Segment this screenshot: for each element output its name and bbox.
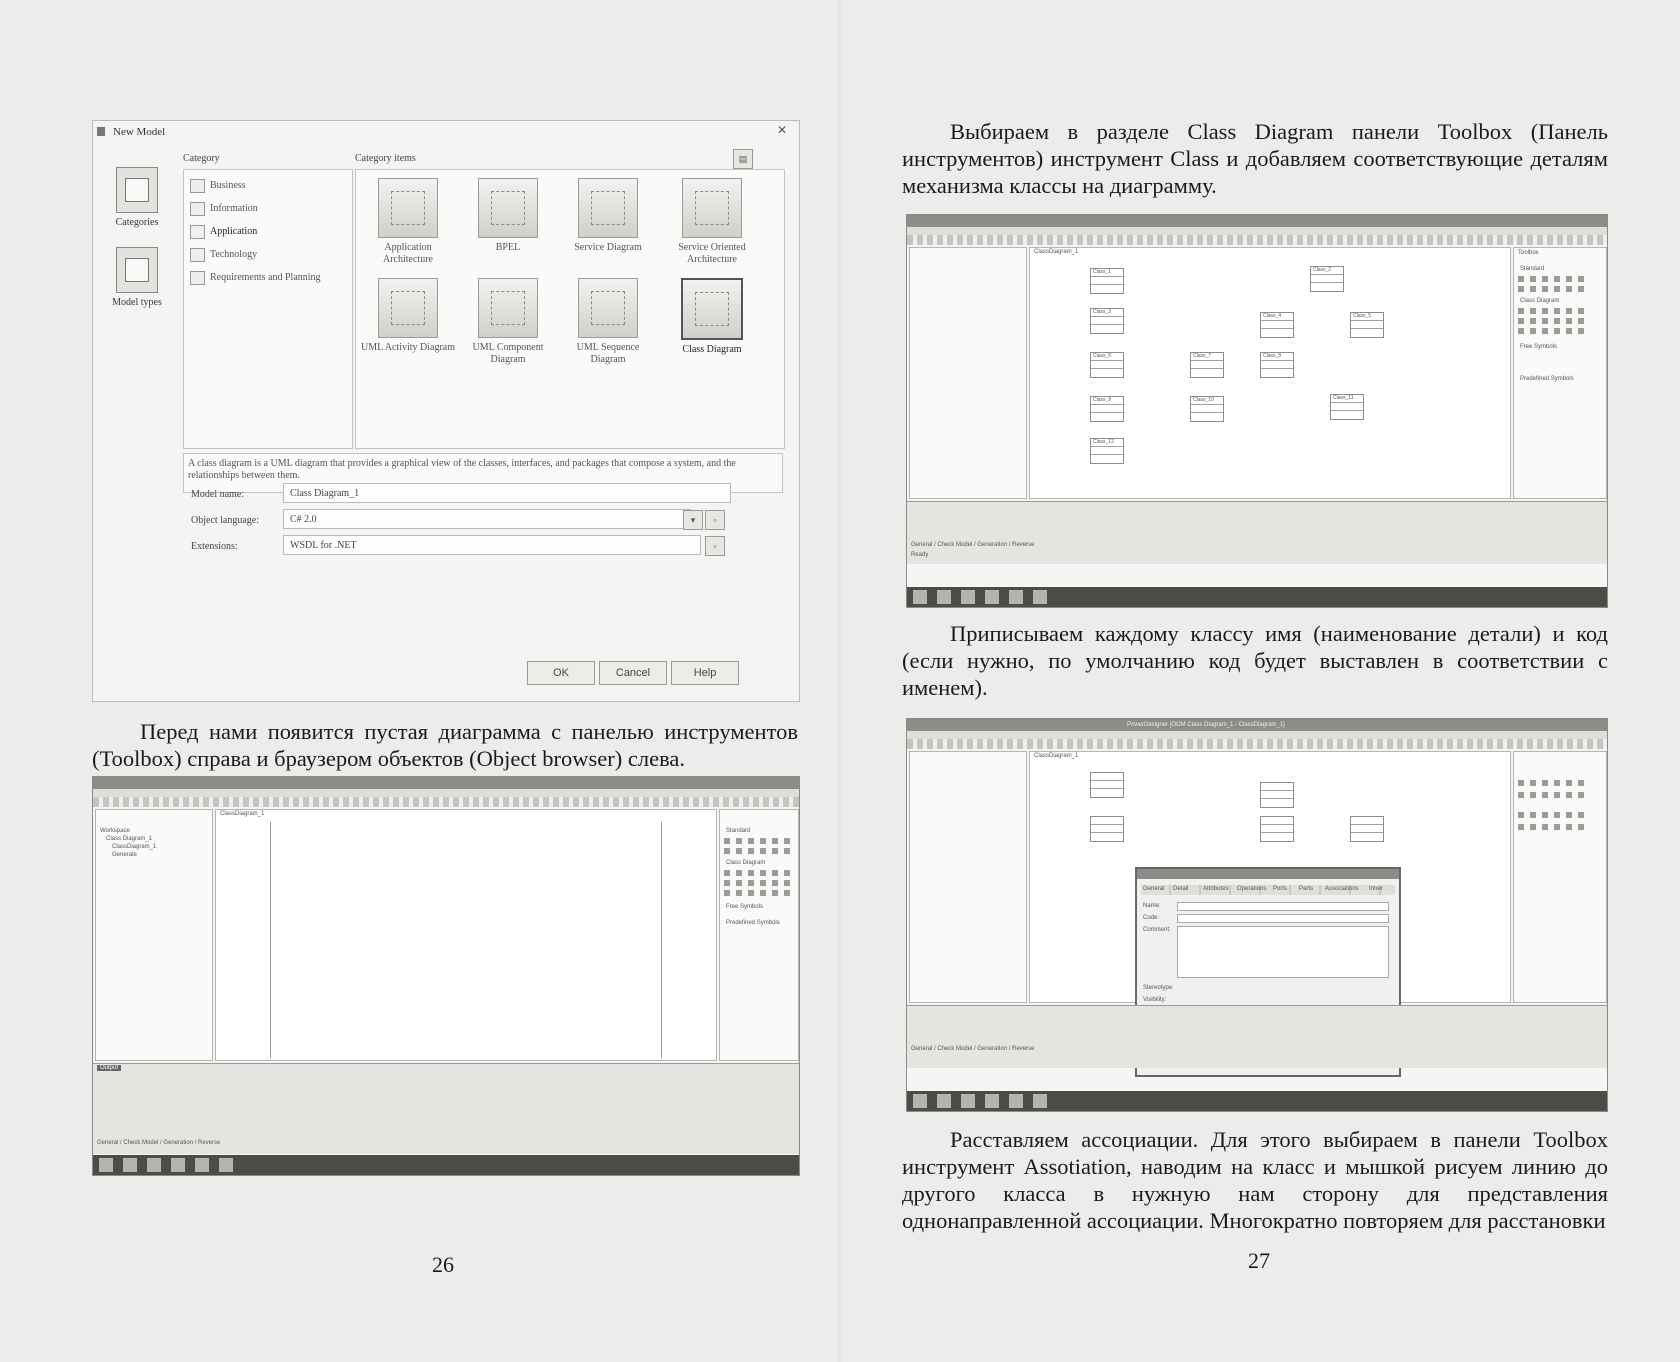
- right-paragraph-1: Выбираем в разделе Class Diagram панели Toolbox (Панель инструментов) инструмент Class и добавляем соответствующие деталям механизма классы на диаграмму.: [902, 119, 1608, 198]
- menu-bar: [907, 731, 1607, 739]
- diagram-tab[interactable]: ClassDiagram_1: [1034, 249, 1079, 255]
- taskbar-app-icon[interactable]: [1009, 590, 1023, 604]
- tool-row[interactable]: [1518, 318, 1588, 324]
- taskbar-app-icon[interactable]: [985, 590, 999, 604]
- category-header: Category: [183, 153, 220, 164]
- sequence-diagram-icon: [578, 278, 638, 338]
- uml-class[interactable]: Class_10: [1190, 396, 1224, 422]
- toolbox-free-symbols[interactable]: Free Symbols: [1520, 344, 1558, 350]
- taskbar-app-icon[interactable]: [219, 1158, 233, 1172]
- left-paragraph: Перед нами появится пустая диаграмма с панелью инструментов (Toolbox) справа и браузером объектов (Object browser) слева.: [92, 719, 798, 771]
- item-label: Service Diagram: [574, 242, 642, 253]
- diagram-tab[interactable]: ClassDiagram_1: [1034, 753, 1079, 759]
- diagram-tab[interactable]: ClassDiagram_1: [220, 811, 265, 817]
- service-diagram-icon: [578, 178, 638, 238]
- comment-textarea[interactable]: [1177, 926, 1389, 978]
- output-label: Output: [97, 1065, 121, 1071]
- uml-class[interactable]: Class_1: [1090, 268, 1124, 294]
- close-icon[interactable]: ✕: [776, 123, 787, 137]
- page-border: [270, 822, 271, 1058]
- tree-model[interactable]: Class Diagram_1: [106, 836, 153, 842]
- start-icon[interactable]: [913, 590, 927, 604]
- soa-icon: [682, 178, 742, 238]
- uml-class[interactable]: [1350, 816, 1384, 842]
- item-label: UML Component Diagram: [472, 342, 544, 365]
- tool-row[interactable]: [724, 890, 794, 896]
- tab-attributes[interactable]: Attributes: [1203, 886, 1229, 892]
- taskbar-app-icon[interactable]: [937, 1094, 951, 1108]
- toolbox-panel: [719, 809, 799, 1061]
- taskbar-app-icon[interactable]: [961, 1094, 975, 1108]
- tool-row[interactable]: [1518, 328, 1588, 334]
- uml-class[interactable]: Class_2: [1310, 266, 1344, 292]
- uml-class[interactable]: Class_8: [1260, 352, 1294, 378]
- dialog-titlebar: [93, 121, 799, 143]
- bpel-icon: [478, 178, 538, 238]
- model-name-label: Model name:: [191, 489, 245, 500]
- taskbar-app-icon[interactable]: [937, 590, 951, 604]
- uml-class[interactable]: [1090, 772, 1124, 798]
- class-diagram-icon: [681, 278, 743, 340]
- uml-class[interactable]: [1260, 816, 1294, 842]
- tab-operations[interactable]: Operations: [1237, 886, 1267, 892]
- uml-class[interactable]: Class_7: [1190, 352, 1224, 378]
- start-icon[interactable]: [913, 1094, 927, 1108]
- application-architecture-icon: [378, 178, 438, 238]
- model-name-input[interactable]: Class Diagram_1: [283, 483, 731, 503]
- empty-diagram-screenshot: [92, 776, 800, 1176]
- taskbar-app-icon[interactable]: [1009, 1094, 1023, 1108]
- item-label: BPEL: [495, 242, 521, 253]
- category-items-header: Category items: [355, 153, 416, 164]
- tool-row[interactable]: [1518, 812, 1588, 818]
- dialog-titlebar: [1137, 869, 1399, 879]
- status-text: Ready: [911, 552, 929, 558]
- item-uml-activity-diagram[interactable]: [360, 278, 456, 354]
- object-browser: [95, 809, 213, 1061]
- menu-bar: [907, 227, 1607, 235]
- uml-class[interactable]: Class_4: [1260, 312, 1294, 338]
- tool-row[interactable]: [1518, 308, 1588, 314]
- right-paragraph-3: Расставляем ассоциации. Для этого выбираем в панели Toolbox инструмент Assotiation, наводим на класс и мышкой рисуем линию до другого класса в нужную нам сторону для представления однонаправленной ассоциации. Многократно повторяем для расстановки: [902, 1127, 1608, 1233]
- view-mode-icon[interactable]: ▤: [733, 149, 753, 169]
- app-titlebar: [907, 719, 1607, 731]
- stereotype-label: Stereotype:: [1143, 985, 1174, 991]
- category-application[interactable]: Application: [184, 220, 352, 243]
- app-icon: [97, 127, 105, 136]
- visibility-label: Visibility:: [1143, 997, 1167, 1003]
- tool-row[interactable]: [1518, 286, 1588, 292]
- cancel-button[interactable]: Cancel: [599, 661, 667, 685]
- tab-general[interactable]: General: [1143, 886, 1165, 892]
- tree-workspace[interactable]: Workspace: [100, 828, 130, 834]
- categories-button[interactable]: [99, 161, 175, 228]
- uml-class[interactable]: Class_3: [1090, 308, 1124, 334]
- tool-row[interactable]: [1518, 792, 1588, 798]
- right-paragraph-2: Приписываем каждому классу имя (наименование детали) и код (если нужно, по умолчанию код будет выставлен в соответствии с именем).: [902, 621, 1608, 700]
- name-input[interactable]: [1177, 902, 1389, 911]
- extensions-label: Extensions:: [191, 541, 238, 552]
- tree-generate[interactable]: Generate: [112, 852, 138, 858]
- component-diagram-icon: [478, 278, 538, 338]
- class-properties-screenshot: [906, 718, 1608, 1112]
- uml-class[interactable]: Class_11: [1330, 394, 1364, 420]
- uml-class[interactable]: Class_9: [1090, 396, 1124, 422]
- output-tabs[interactable]: General / Check Model / Generation / Reverse: [911, 542, 1035, 548]
- app-titlebar: [93, 777, 799, 789]
- item-service-diagram[interactable]: [560, 178, 656, 254]
- menu-bar: [93, 789, 799, 797]
- item-class-diagram[interactable]: [664, 278, 760, 356]
- item-application-architecture[interactable]: [360, 178, 456, 266]
- taskbar-app-icon[interactable]: [985, 1094, 999, 1108]
- help-button[interactable]: Help: [671, 661, 739, 685]
- toolbox-standard[interactable]: Standard: [726, 828, 751, 834]
- tool-row[interactable]: [1518, 780, 1588, 786]
- category-requirements[interactable]: Requirements and Planning: [184, 266, 352, 289]
- windows-taskbar: [93, 1155, 799, 1175]
- item-bpel[interactable]: [460, 178, 556, 254]
- toolbar: [93, 797, 799, 807]
- toolbox-predefined[interactable]: Predefined Symbols: [1520, 376, 1574, 382]
- toolbox-standard[interactable]: Standard: [1520, 266, 1545, 272]
- tool-row[interactable]: [724, 838, 794, 844]
- tab-inner[interactable]: Inner: [1369, 886, 1383, 892]
- toolbox-class-diagram[interactable]: Class Diagram: [1520, 298, 1560, 304]
- item-label: Class Diagram: [682, 344, 742, 355]
- dialog-title: New Model: [113, 126, 166, 138]
- page-number: 27: [1248, 1248, 1270, 1273]
- app-title: PowerDesigner [OOM Class Diagram_1 - ClassDiagram_1]: [1127, 722, 1285, 728]
- toolbox-panel: [1513, 247, 1607, 499]
- object-language-select[interactable]: C# 2.0: [283, 509, 691, 529]
- ok-button[interactable]: OK: [527, 661, 595, 685]
- taskbar-app-icon[interactable]: [1033, 590, 1047, 604]
- tool-row[interactable]: [1518, 276, 1588, 282]
- toolbox-predefined[interactable]: Predefined Symbols: [726, 920, 780, 926]
- toolbox-free-symbols[interactable]: Free Symbols: [726, 904, 764, 910]
- uml-class[interactable]: [1260, 782, 1294, 808]
- object-language-label: Object language:: [191, 515, 260, 526]
- model-description: A class diagram is a UML diagram that provides a graphical view of the classes, interfaces, and packages that compose a system, and the relationships between them.: [183, 453, 783, 493]
- browse-extensions-icon[interactable]: ▫: [705, 536, 725, 556]
- object-browser: [909, 247, 1027, 499]
- taskbar-app-icon[interactable]: [1033, 1094, 1047, 1108]
- uml-class[interactable]: Class_6: [1090, 352, 1124, 378]
- app-titlebar: [907, 215, 1607, 227]
- item-uml-component-diagram[interactable]: [460, 278, 556, 366]
- extensions-input[interactable]: WSDL for .NET: [283, 535, 701, 555]
- right-page: [840, 0, 1680, 1362]
- uml-class[interactable]: [1090, 816, 1124, 842]
- category-business[interactable]: Business: [184, 174, 352, 197]
- category-information[interactable]: Information: [184, 197, 352, 220]
- output-tabs[interactable]: General / Check Model / Generation / Reverse: [97, 1140, 221, 1146]
- category-items-grid: [355, 169, 785, 449]
- code-label: Code:: [1143, 915, 1160, 921]
- page-border: [661, 822, 662, 1058]
- tree-diagram[interactable]: ClassDiagram_1: [112, 844, 157, 850]
- name-label: Name:: [1143, 903, 1161, 909]
- tab-parts[interactable]: Parts: [1299, 886, 1314, 892]
- item-label: UML Activity Diagram: [360, 342, 456, 353]
- output-panel: [93, 1063, 799, 1154]
- taskbar-app-icon[interactable]: [195, 1158, 209, 1172]
- categories-label: Categories: [115, 217, 159, 228]
- item-service-oriented-architecture[interactable]: [664, 178, 760, 266]
- category-list: [183, 169, 353, 449]
- activity-diagram-icon: [378, 278, 438, 338]
- class-diagram-screenshot: [906, 214, 1608, 608]
- browse-language-icon[interactable]: ▫: [705, 510, 725, 530]
- page-number: 26: [432, 1252, 454, 1277]
- object-browser: [909, 751, 1027, 1003]
- toolbox-panel: [1513, 751, 1607, 1003]
- windows-taskbar: [907, 587, 1607, 607]
- tab-detail[interactable]: Detail: [1173, 886, 1189, 892]
- model-types-button[interactable]: [99, 241, 175, 308]
- diagram-canvas[interactable]: [215, 809, 717, 1061]
- item-label: Service Oriented Architecture: [678, 242, 746, 265]
- tool-row[interactable]: [1518, 824, 1588, 830]
- item-uml-sequence-diagram[interactable]: [560, 278, 656, 366]
- toolbar: [907, 739, 1607, 749]
- taskbar-app-icon[interactable]: [147, 1158, 161, 1172]
- uml-class[interactable]: Class_5: [1350, 312, 1384, 338]
- tool-row[interactable]: [724, 880, 794, 886]
- taskbar-app-icon[interactable]: [123, 1158, 137, 1172]
- output-tabs[interactable]: General / Check Model / Generation / Reverse: [911, 1046, 1035, 1052]
- output-panel: [907, 501, 1607, 564]
- taskbar-app-icon[interactable]: [961, 590, 975, 604]
- tool-row[interactable]: [724, 870, 794, 876]
- toolbar: [907, 235, 1607, 245]
- output-panel: [907, 1005, 1607, 1068]
- windows-taskbar: [907, 1091, 1607, 1111]
- diagram-canvas[interactable]: [1029, 247, 1511, 499]
- start-icon[interactable]: [99, 1158, 113, 1172]
- tab-ports[interactable]: Ports: [1273, 886, 1288, 892]
- category-technology[interactable]: Technology: [184, 243, 352, 266]
- new-model-dialog: [92, 120, 800, 702]
- tool-row[interactable]: [724, 848, 794, 854]
- properties-tabs[interactable]: [1141, 885, 1395, 895]
- tab-associations[interactable]: Associations: [1325, 886, 1359, 892]
- comment-label: Comment:: [1143, 927, 1171, 933]
- model-types-label: Model types: [112, 297, 162, 308]
- taskbar-app-icon[interactable]: [171, 1158, 185, 1172]
- code-input[interactable]: [1177, 914, 1389, 923]
- toolbox-title: Toolbox: [1518, 250, 1539, 256]
- categories-icon: [116, 167, 158, 213]
- select-dropdown-icon[interactable]: ▾: [683, 510, 703, 530]
- item-label: UML Sequence Diagram: [576, 342, 640, 365]
- model-types-icon: [116, 247, 158, 293]
- uml-class[interactable]: Class_12: [1090, 438, 1124, 464]
- item-label: Application Architecture: [383, 242, 433, 265]
- toolbox-class-diagram[interactable]: Class Diagram: [726, 860, 766, 866]
